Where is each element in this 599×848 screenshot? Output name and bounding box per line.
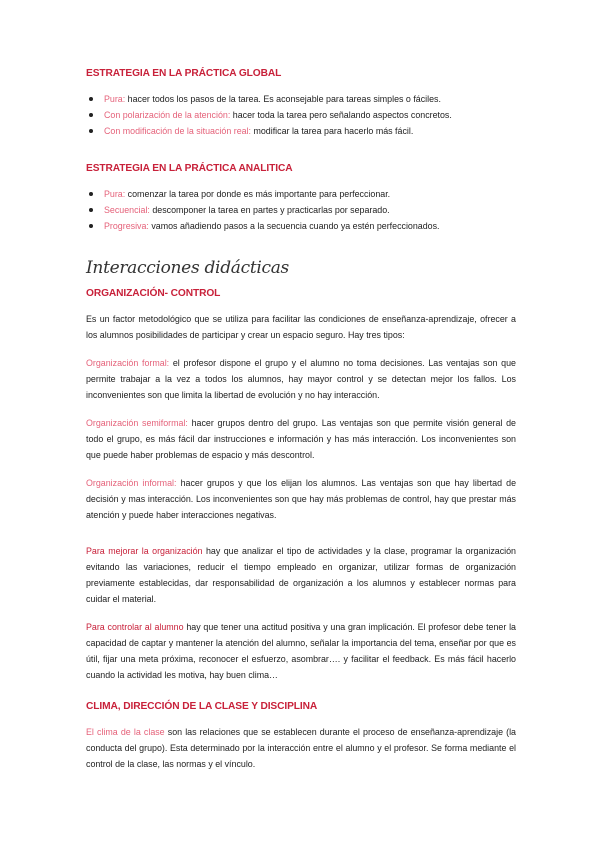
list-estrategia-analitica xyxy=(86,186,516,234)
paragraph-label: Organización formal: xyxy=(86,358,170,368)
document-content xyxy=(86,68,516,784)
mejorar-organizacion-paragraph xyxy=(86,543,516,607)
bullet-icon xyxy=(89,208,93,212)
paragraph-label: Organización informal: xyxy=(86,478,177,488)
list-item xyxy=(86,186,516,202)
heading-organizacion: ORGANIZACIÓN- CONTROL xyxy=(86,288,221,299)
paragraph-text: hay que tener una actitud positiva y una gran implicación. El profesor debe tener la capacidad de captar y mantener la atención del alumno, señalar la importancia del tema, enseñar por que es útil, fijar una meta próxima, reconocer el esfuerzo, asombrar…. y facilitar el feedback. Es más fácil hacerlo cuando la actividad les motiva, hay buen clima… xyxy=(86,622,516,680)
paragraph-label: Para controlar al alumno xyxy=(86,622,184,632)
bullet-icon xyxy=(89,192,93,196)
organizacion-intro: Es un factor metodológico que se utiliza para facilitar las condiciones de enseñanza-aprendizaje, ofrecer a los alumnos posibilidades de participar y crear un espacio seguro. Hay tres tipos: xyxy=(86,314,516,340)
organizacion-formal-paragraph xyxy=(86,355,516,403)
heading-estrategia-analitica: ESTRATEGIA EN LA PRÁCTICA ANALITICA xyxy=(86,163,293,174)
list-item xyxy=(86,218,516,234)
organizacion-informal-paragraph xyxy=(86,475,516,523)
bullet-icon xyxy=(89,97,93,101)
paragraph-text: son las relaciones que se establecen durante el proceso de enseñanza-aprendizaje (la conducta del grupo). Esta determinado por la interacción entre el alumno y el profesor. Se forma mediante el control de la clase, las normas y el vínculo. xyxy=(86,727,516,769)
item-text: comenzar la tarea por donde es más importante para perfeccionar. xyxy=(125,189,391,199)
section-estrategia-analitica xyxy=(86,163,516,234)
bullet-icon xyxy=(89,113,93,117)
list-item xyxy=(86,107,516,123)
item-label: Secuencial: xyxy=(104,205,150,215)
bullet-icon xyxy=(89,224,93,228)
item-label: Con modificación de la situación real: xyxy=(104,126,252,136)
heading-estrategia-global: ESTRATEGIA EN LA PRÁCTICA GLOBAL xyxy=(86,68,282,79)
paragraph-text: hacer grupos y que los elijan los alumnos. Las ventajas son que hay libertad de decisión y mas interacción. Los inconvenientes son que hay más problemas de control, hay que prestar más atención y puede haber interacciones negativas. xyxy=(86,478,517,520)
interacciones-title: Interacciones didácticas xyxy=(86,258,289,278)
list-item xyxy=(86,123,516,139)
list-estrategia-global xyxy=(86,91,516,139)
bullet-icon xyxy=(89,129,93,133)
paragraph-label: Para mejorar la organización xyxy=(86,546,203,556)
item-label: Pura: xyxy=(104,94,126,104)
organizacion-semiformal-paragraph xyxy=(86,415,516,463)
controlar-alumno-paragraph xyxy=(86,619,516,683)
clima-paragraph xyxy=(86,724,516,772)
item-text: vamos añadiendo pasos a la secuencia cuando ya estén perfeccionados. xyxy=(148,221,440,231)
item-label: Pura: xyxy=(104,189,126,199)
section-estrategia-global xyxy=(86,68,516,139)
list-item xyxy=(86,202,516,218)
paragraph-text: hay que analizar el tipo de actividades y la clase, programar la organización evitando las variaciones, reducir el tiempo empleado en organizar, utilizar formas de organización previamente establecidas, dar responsabilidad de organización a los alumnos y establecer normas para cuidar el material. xyxy=(86,546,516,604)
item-label: Progresiva: xyxy=(104,221,149,231)
item-text: modificar la tarea para hacerlo más fácil. xyxy=(251,126,414,136)
paragraph-text: hacer grupos dentro del grupo. Las ventajas son que permite visión general de todo el grupo, es más fácil dar instrucciones e información y has más interacción. Los inconvenientes son que puede haber problemas de espacio y más descontrol. xyxy=(86,418,516,460)
paragraph-label: El clima de la clase xyxy=(86,727,165,737)
list-item xyxy=(86,91,516,107)
heading-clima: CLIMA, DIRECCIÓN DE LA CLASE Y DISCIPLINA xyxy=(86,701,318,712)
paragraph-label: Organización semiformal: xyxy=(86,418,188,428)
item-text: hacer toda la tarea pero señalando aspectos concretos. xyxy=(230,110,452,120)
item-label: Con polarización de la atención: xyxy=(104,110,231,120)
item-text: descomponer la tarea en partes y practicarlas por separado. xyxy=(149,205,390,215)
item-text: hacer todos los pasos de la tarea. Es aconsejable para tareas simples o fáciles. xyxy=(125,94,441,104)
paragraph-text: el profesor dispone el grupo y el alumno no toma decisiones. Las ventajas son que permite trabajar a la vez a todos los alumnos, hay mayor control y se detectan mejor los fallos. Los inconvenientes son que limita la libertad de evolución y no hay interacción. xyxy=(86,358,516,400)
